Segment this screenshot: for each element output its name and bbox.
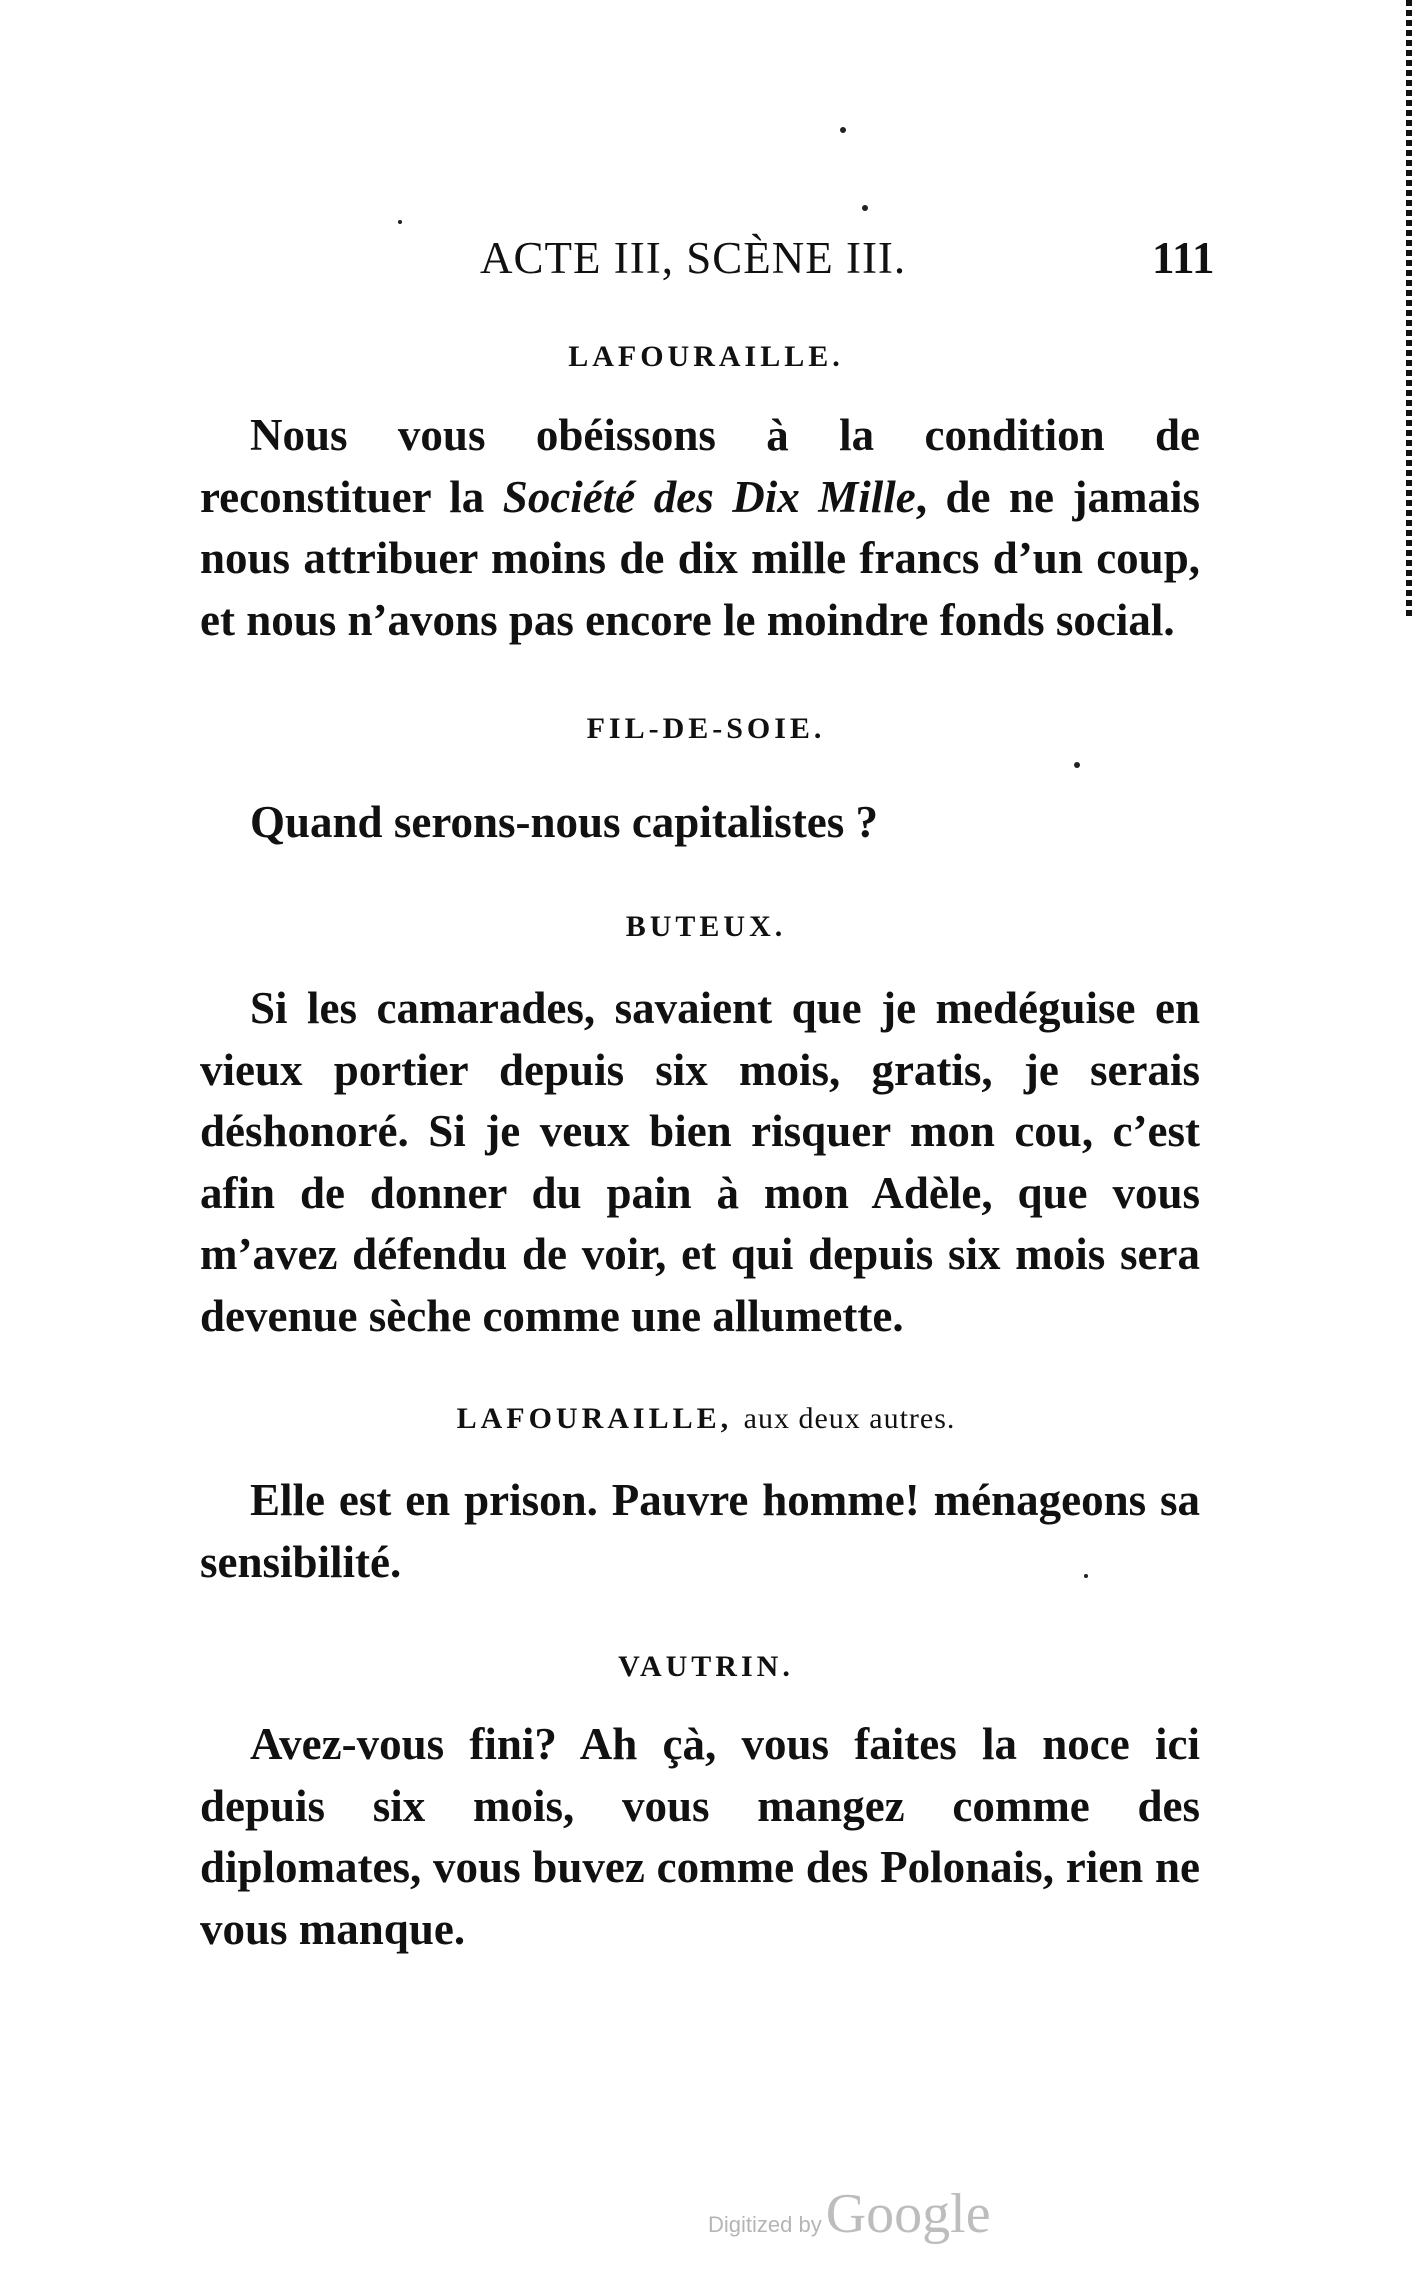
google-logo: Google xyxy=(825,2183,991,2245)
scan-edge-marks xyxy=(1406,0,1412,620)
digitized-by-label: Digitized by xyxy=(708,2212,822,2237)
running-head xyxy=(200,232,1215,292)
speaker-name: BUTEUX. xyxy=(625,910,787,943)
stage-direction: aux deux autres. xyxy=(743,1402,956,1435)
speech-paragraph: Avez-vous fini? Ah çà, vous faites la noce ici depuis six mois, vous mangez comme des diplomates, vous buvez comme des Polonais, rien ne vous manque. xyxy=(200,1719,1200,1954)
ink-speck xyxy=(862,205,868,211)
ink-speck xyxy=(1074,762,1080,768)
speaker-name: LAFOURAILLE, xyxy=(456,1402,733,1435)
speech-paragraph: Quand serons-nous capitalistes ? xyxy=(250,797,879,847)
speaker-name: VAUTRIN. xyxy=(618,1650,794,1683)
speech-paragraph: Nous vous obéissons à la condition de reconstituer la Société des Dix Mille, de ne jamais nous attribuer moins de dix mille francs d’un coup, et nous n’avons pas encore le moindre fonds social. xyxy=(200,410,1200,645)
speaker-name: LAFOURAILLE. xyxy=(568,340,844,373)
digitized-watermark xyxy=(708,2182,991,2246)
speaker-name: FIL-DE-SOIE. xyxy=(586,712,826,745)
speech-paragraph: Elle est en prison. Pauvre homme! ménageons sa sensibilité. xyxy=(200,1475,1200,1587)
page-number: 111 xyxy=(1152,233,1215,283)
speaker-with-direction xyxy=(0,1402,1412,1436)
ink-speck xyxy=(840,127,846,133)
italic-title: Société des Dix Mille xyxy=(502,471,916,522)
ink-speck xyxy=(398,220,402,224)
speech-paragraph: Si les camarades, savaient que je medéguise en vieux portier depuis six mois, gratis, je serais déshonoré. Si je veux bien risquer mon cou, c’est afin de donner du pain à mon Adèle, que vous m’avez défendu de voir, et qui depuis six mois sera devenue sèche comme une allumette. xyxy=(200,983,1200,1341)
running-title: ACTE III, SCÈNE III. xyxy=(480,233,907,283)
